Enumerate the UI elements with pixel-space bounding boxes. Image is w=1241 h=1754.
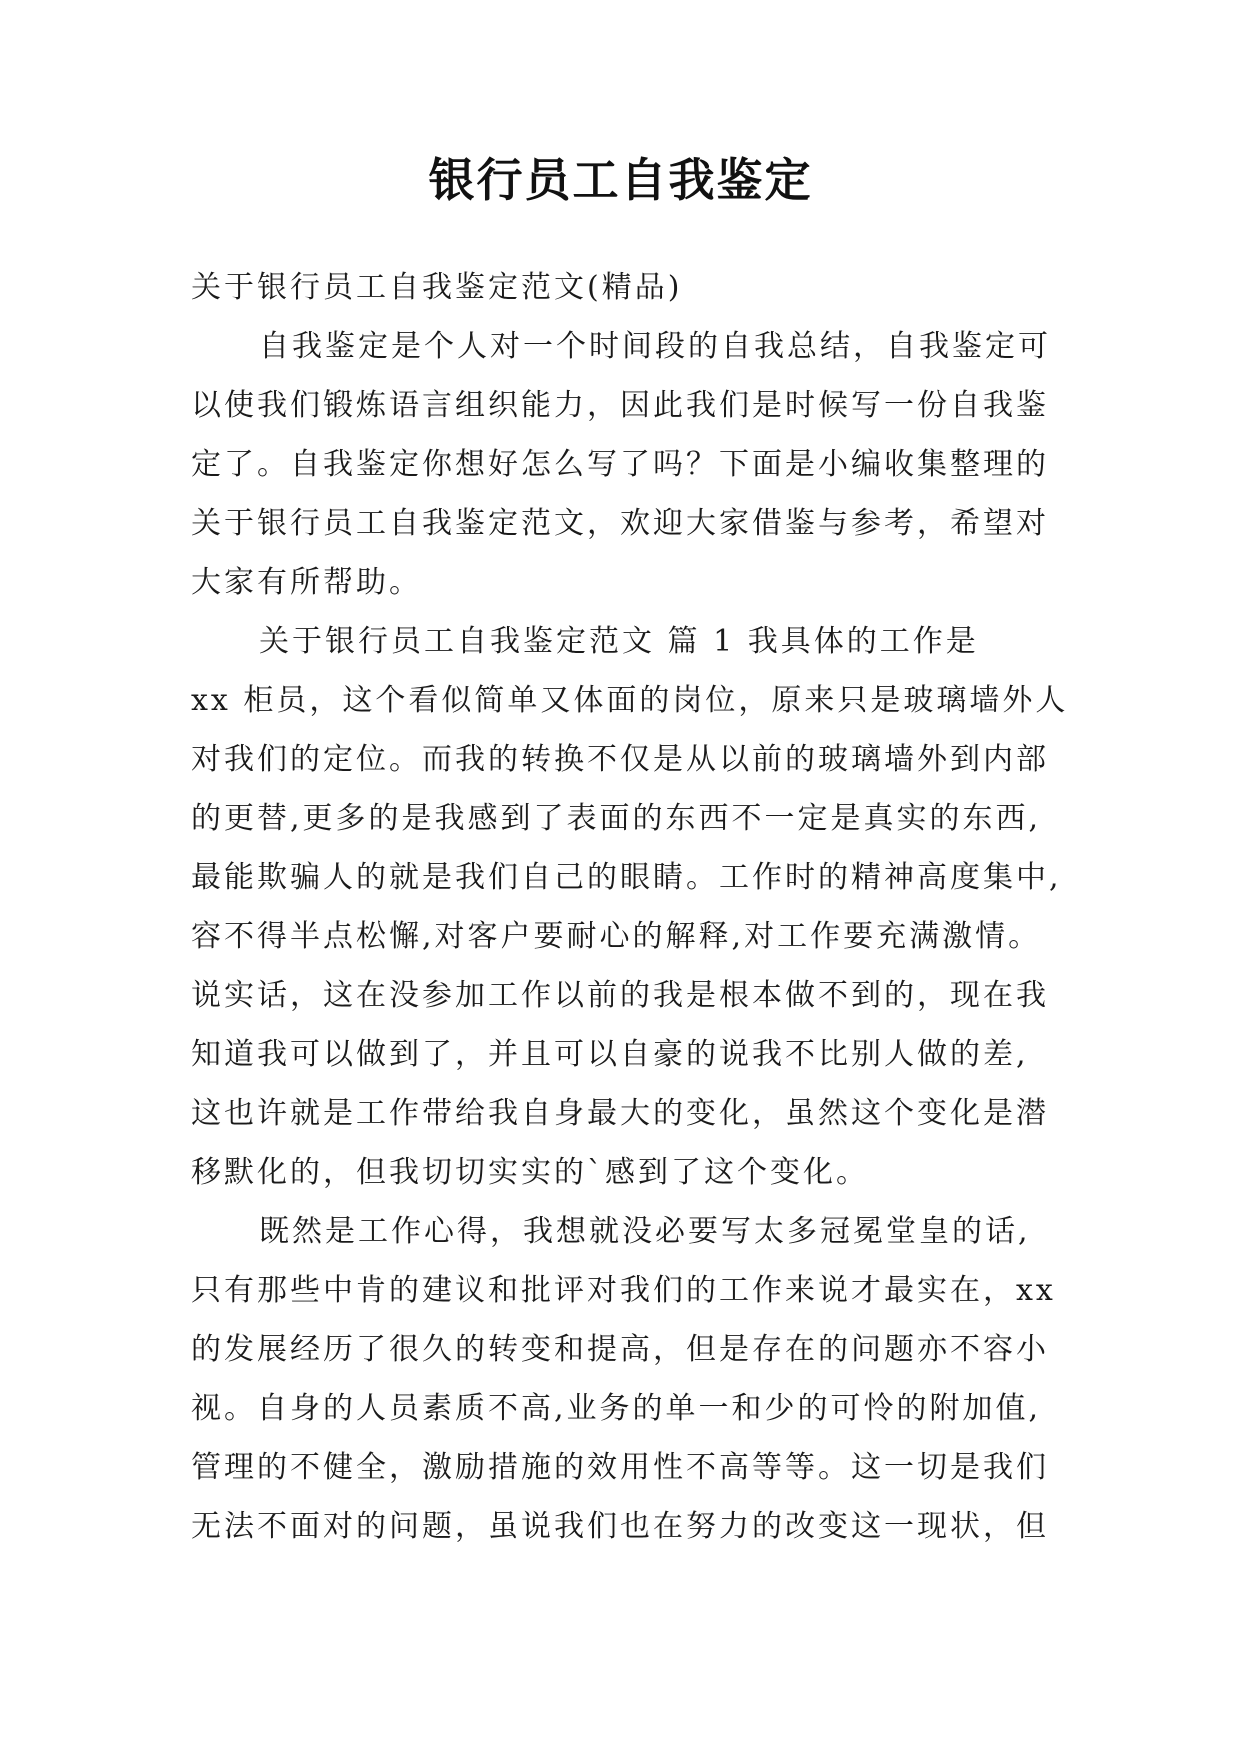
paragraph-line: 的发展经历了很久的转变和提高，但是存在的问题亦不容小 — [191, 1332, 1049, 1367]
paragraph-line: xx 柜员，这个看似简单又体面的岗位，原来只是玻璃墙外人 — [191, 683, 1069, 718]
paragraph-line: 以使我们锻炼语言组织能力，因此我们是时候写一份自我鉴 — [191, 388, 1049, 423]
paragraph-line: 大家有所帮助。 — [191, 565, 422, 600]
paragraph-line: 定了。自我鉴定你想好怎么写了吗？下面是小编收集整理的 — [191, 447, 1049, 482]
paragraph-line: 只有那些中肯的建议和批评对我们的工作来说才最实在，xx — [191, 1273, 1056, 1308]
paragraph-line: 这也许就是工作带给我自身最大的变化，虽然这个变化是潜 — [191, 1096, 1049, 1131]
paragraph-line: 最能欺骗人的就是我们自己的眼睛。工作时的精神高度集中, — [191, 860, 1062, 895]
paragraph-line: 对我们的定位。而我的转换不仅是从以前的玻璃墙外到内部 — [191, 742, 1049, 777]
paragraph-line: 无法不面对的问题，虽说我们也在努力的改变这一现状，但 — [191, 1509, 1049, 1544]
document-title: 银行员工自我鉴定 — [428, 153, 813, 207]
subtitle-line: 关于银行员工自我鉴定范文(精品) — [191, 270, 683, 305]
paragraph-line: 移默化的，但我切切实实的`感到了这个变化。 — [191, 1155, 869, 1190]
paragraph-line: 知道我可以做到了，并且可以自豪的说我不比别人做的差, — [191, 1037, 1029, 1072]
paragraph-line: 既然是工作心得，我想就没必要写太多冠冕堂皇的话, — [259, 1214, 1031, 1249]
paragraph-line: 关于银行员工自我鉴定范文 篇 1 我具体的工作是 — [259, 624, 979, 659]
paragraph-line: 关于银行员工自我鉴定范文，欢迎大家借鉴与参考，希望对 — [191, 506, 1049, 541]
paragraph-line: 说实话，这在没参加工作以前的我是根本做不到的，现在我 — [191, 978, 1049, 1013]
paragraph-line: 容不得半点松懈,对客户要耐心的解释,对工作要充满激情。 — [191, 919, 1042, 954]
document-body — [191, 258, 1069, 1556]
paragraph-line: 视。自身的人员素质不高,业务的单一和少的可怜的附加值, — [191, 1391, 1042, 1426]
paragraph-line: 的更替,更多的是我感到了表面的东西不一定是真实的东西, — [191, 801, 1042, 836]
paragraph-line: 自我鉴定是个人对一个时间段的自我总结，自我鉴定可 — [259, 329, 1051, 364]
paragraph-line: 管理的不健全，激励措施的效用性不高等等。这一切是我们 — [191, 1450, 1049, 1485]
